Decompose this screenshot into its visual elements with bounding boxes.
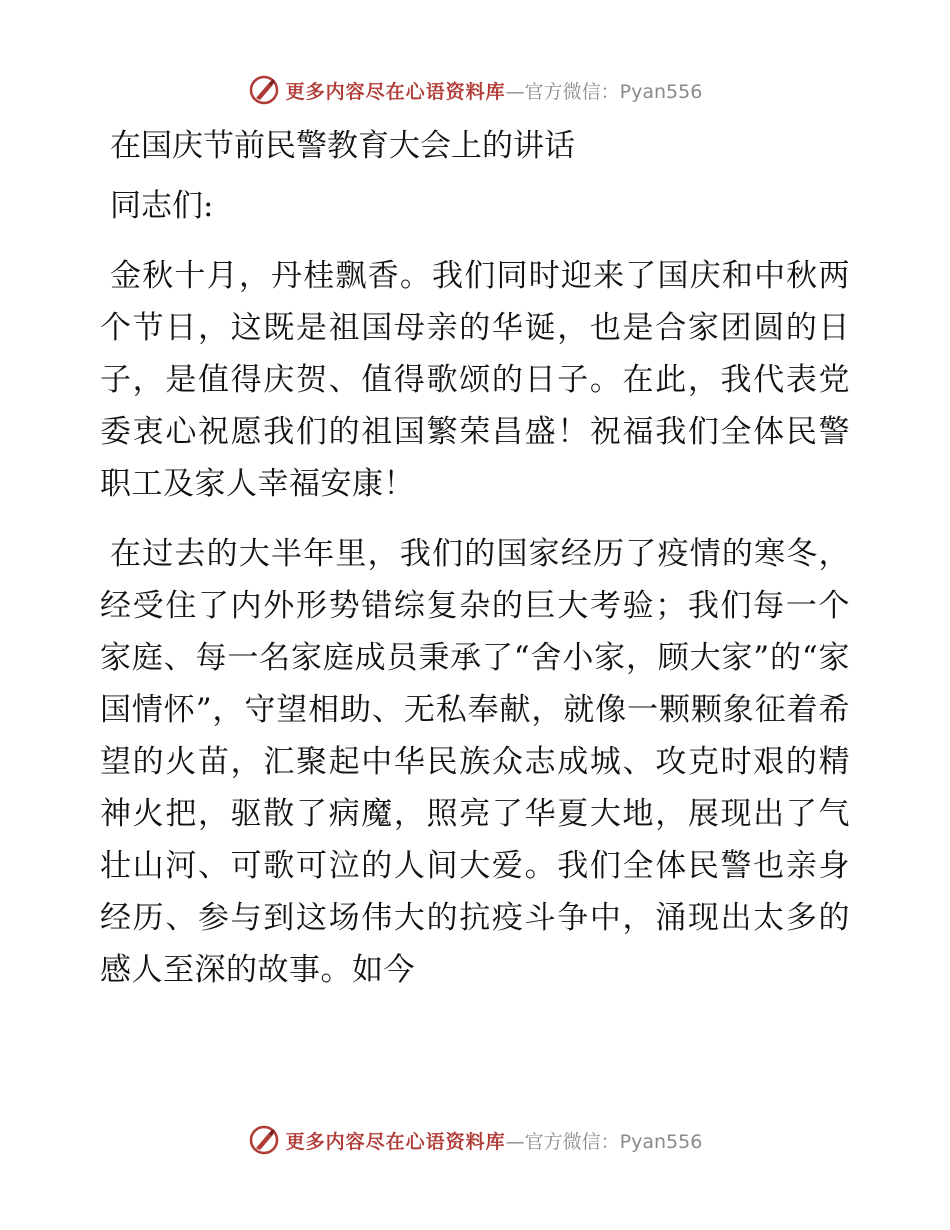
footer-watermark	[0, 1120, 950, 1160]
paragraph: 在过去的大半年里，我们的国家经历了疫情的寒冬，经受住了内外形势错综复杂的巨大考验；我们每一个家庭、每一名家庭成员秉承了“舍小家，顾大家”的“家国情怀”，守望相助、无私奉献，就像一颗颗象征着希望的火苗，汇聚起中华民族众志成城、攻克时艰的精神火把，驱散了病魔，照亮了华夏大地，展现出了气壮山河、可歌可泣的人间大爱。我们全体民警也亲身经历、参与到这场伟大的抗疫斗争中，涌现出太多的感人至深的故事。如今	[100, 536, 850, 988]
header-watermark	[0, 70, 950, 110]
watermark-wechat-text: —官方微信：Pyan556	[505, 1130, 703, 1153]
watermark-brand-text: 更多内容尽在心语资料库	[285, 80, 506, 103]
watermark-brand-text: 更多内容尽在心语资料库	[285, 1130, 506, 1153]
quill-pen-logo-icon	[248, 1124, 280, 1156]
salutation: 同志们:	[110, 188, 214, 224]
watermark-wechat-text: —官方微信：Pyan556	[505, 80, 703, 103]
document-title: 在国庆节前民警教育大会上的讲话	[110, 128, 575, 164]
quill-pen-logo-icon	[248, 74, 280, 106]
document-body	[100, 120, 850, 1014]
paragraph: 金秋十月，丹桂飘香。我们同时迎来了国庆和中秋两个节日，这既是祖国母亲的华诞，也是合家团圆的日子，是值得庆贺、值得歌颂的日子。在此，我代表党委衷心祝愿我们的祖国繁荣昌盛！祝福我们全体民警职工及家人幸福安康！	[100, 258, 850, 502]
